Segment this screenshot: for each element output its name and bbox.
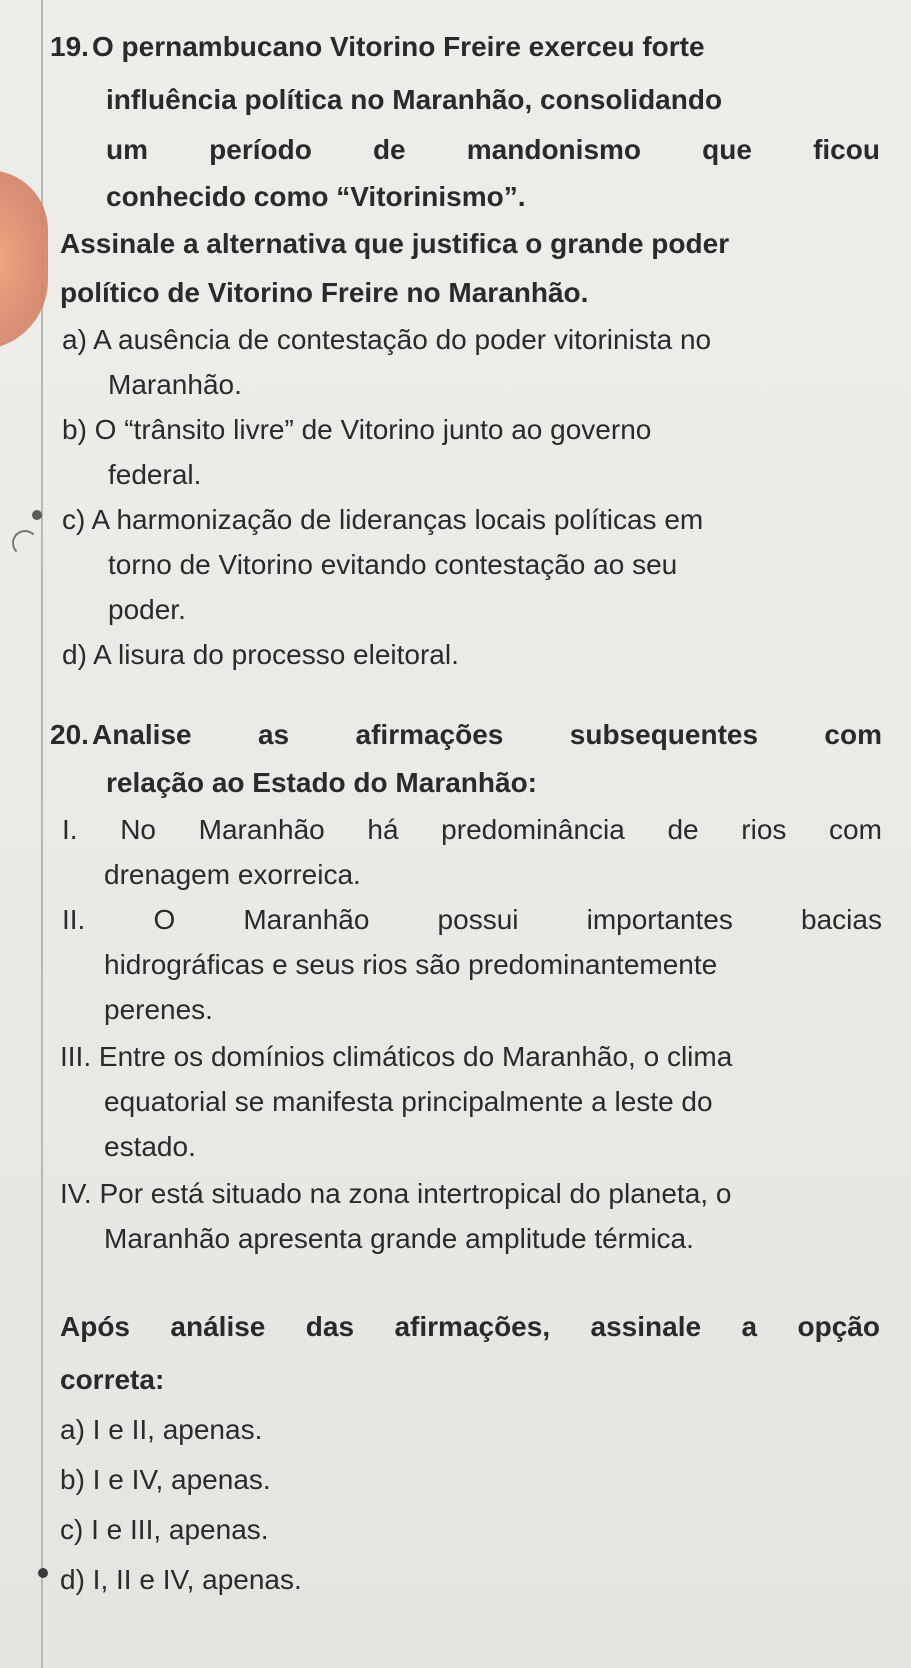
q19-stem-line: influência política no Maranhão, consolidando [106, 84, 723, 115]
q19-option-c: c) A harmonização de lideranças locais políticas em [62, 504, 704, 535]
word: afirmações [355, 719, 504, 750]
word: mandonismo [466, 134, 642, 165]
word: de [372, 134, 406, 165]
q19-stem-line: O pernambucano Vitorino Freire exerceu forte [92, 31, 705, 62]
word: No [120, 814, 156, 845]
q19-option-c-cont: poder. [108, 594, 186, 625]
q20-statement-II-cont: hidrográficas e seus rios são predominantemente [104, 949, 718, 980]
q19-command-line: político de Vitorino Freire no Maranhão. [60, 277, 589, 308]
word: há [367, 814, 399, 845]
q20-statement-I-cont: drenagem exorreica. [104, 859, 361, 890]
word: possui [437, 904, 519, 935]
q19-option-d: d) A lisura do processo eleitoral. [62, 639, 459, 670]
q20-statement-IV: IV. Por está situado na zona intertropical do planeta, o [60, 1178, 732, 1209]
word: que [702, 134, 752, 165]
q20-stem-line: relação ao Estado do Maranhão: [106, 767, 537, 798]
q19-stem-line: conhecido como “Vitorinismo”. [106, 181, 526, 212]
word: a [741, 1311, 758, 1342]
word: predominância [441, 814, 625, 845]
q20-option-b: b) I e IV, apenas. [60, 1464, 271, 1495]
q20-statement-II [62, 903, 882, 937]
word: com [824, 719, 882, 750]
word: O [153, 904, 176, 935]
word: rios [741, 814, 787, 845]
q20-statement-II-cont: perenes. [104, 994, 213, 1025]
word: análise [170, 1311, 266, 1342]
word: assinale [590, 1311, 702, 1342]
word: importantes [586, 904, 733, 935]
word: afirmações, [394, 1311, 551, 1342]
pencil-mark [32, 510, 42, 520]
word: as [257, 719, 290, 750]
word: I. [62, 814, 78, 845]
q19-number: 19. [50, 31, 89, 62]
word: um [106, 134, 148, 165]
q20-option-d: d) I, II e IV, apenas. [60, 1564, 302, 1595]
q20-command-line: correta: [60, 1364, 165, 1395]
word: de [667, 814, 699, 845]
word: Maranhão [243, 904, 370, 935]
word: II. [62, 904, 86, 935]
q19-command-line: Assinale a alternativa que justifica o grande poder [60, 228, 730, 259]
q20-statement-III-cont: equatorial se manifesta principalmente a leste do [104, 1086, 713, 1117]
word: Analise [92, 719, 192, 750]
q20-stem-line [92, 718, 882, 752]
q19-option-a: a) A ausência de contestação do poder vitorinista no [62, 324, 712, 355]
q19-option-a-cont: Maranhão. [108, 369, 242, 400]
word: Maranhão [198, 814, 325, 845]
q19-option-b: b) O “trânsito livre” de Vitorino junto ao governo [62, 414, 652, 445]
q20-statement-III: III. Entre os domínios climáticos do Maranhão, o clima [60, 1041, 733, 1072]
pencil-mark [38, 1568, 48, 1578]
word: ficou [813, 134, 880, 165]
q20-option-a: a) I e II, apenas. [60, 1414, 263, 1445]
q20-statement-IV-cont: Maranhão apresenta grande amplitude térmica. [104, 1223, 694, 1254]
pencil-arc-mark [12, 530, 38, 556]
word: período [209, 134, 312, 165]
q20-option-c: c) I e III, apenas. [60, 1514, 269, 1545]
q20-statement-III-cont: estado. [104, 1131, 196, 1162]
word: Após [60, 1311, 130, 1342]
word: subsequentes [569, 719, 759, 750]
q20-number: 20. [50, 719, 89, 750]
q19-option-b-cont: federal. [108, 459, 202, 490]
word: bacias [801, 904, 882, 935]
q20-command-line [60, 1310, 880, 1344]
word: com [829, 814, 882, 845]
word: opção [797, 1311, 880, 1342]
word: das [305, 1311, 355, 1342]
q20-statement-I [62, 813, 882, 847]
q19-option-c-cont: torno de Vitorino evitando contestação ao seu [108, 549, 678, 580]
q19-stem-line [106, 133, 880, 167]
